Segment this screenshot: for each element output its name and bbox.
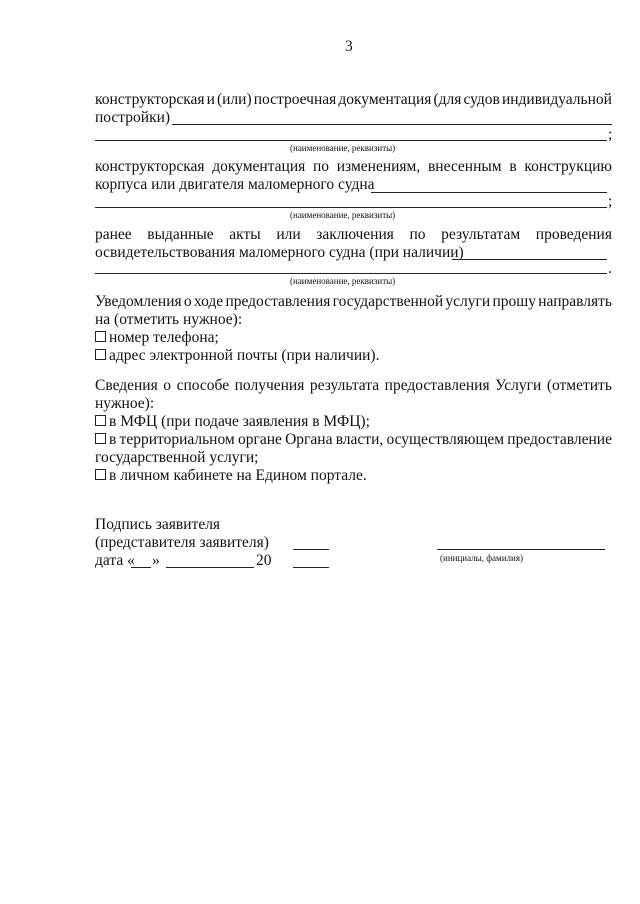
checkbox[interactable] [95,469,106,480]
option-email[interactable]: адрес электронной почты (при наличии). [95,347,379,365]
initials-line[interactable] [437,549,605,550]
section1-caption: (наименование, реквизиты) [290,143,396,153]
result-method-line2: нужное): [95,395,155,412]
section2-caption: (наименование, реквизиты) [290,210,396,220]
section2-line1: конструкторская документация по изменениям, внесенным в конструкцию [95,158,612,175]
section3-fill-line-1[interactable] [452,259,607,260]
section1-end-mark: ; [608,126,613,143]
page-number: 3 [345,38,353,55]
date-prefix: дата « [95,552,135,569]
initials-caption: (инициалы, фамилия) [440,553,523,563]
option-territorial-body-line2: государственной услуги; [95,449,259,466]
date-quote-close: » [152,552,160,569]
section2-fill-line-2[interactable] [95,207,607,208]
section1-line1: конструкторская и (или) построечная документация (для судов индивидуальной [95,91,612,108]
section3-line1: ранее выданные акты или заключения по результатам проведения [95,226,612,243]
signature-representative-label: (представителя заявителя) [95,534,269,551]
section3-fill-line-2[interactable] [95,273,607,274]
date-year-line[interactable] [293,567,329,568]
section2-line2: корпуса или двигателя маломерного судна [95,176,375,193]
checkbox[interactable] [95,433,106,444]
section1-fill-line-1[interactable] [172,124,612,125]
section2-fill-line-1[interactable] [371,192,607,193]
date-day-line[interactable] [131,567,151,568]
checkbox[interactable] [95,331,106,342]
signature-label: Подпись заявителя [95,516,221,533]
option-phone[interactable]: номер телефона; [95,329,219,347]
date-month-line[interactable] [166,567,254,568]
notifications-line1: Уведомления о ходе предоставления государственной услуги прошу направлять [95,293,612,310]
section2-end-mark: ; [608,193,613,210]
option-mfc[interactable]: в МФЦ (при подаче заявления в МФЦ); [95,413,370,431]
section3-caption: (наименование, реквизиты) [290,276,396,286]
section1-fill-line-2[interactable] [95,140,607,141]
checkbox[interactable] [95,415,106,426]
option-territorial-body[interactable]: в территориальном органе Органа власти, осуществляющем предоставление [95,431,612,449]
section3-end-mark: . [608,260,612,277]
date-year: 20 [256,552,272,569]
section3-line2: освидетельствования маломерного судна (при наличии) [95,244,464,261]
notifications-line2: на (отметить нужное): [95,311,243,328]
checkbox[interactable] [95,349,106,360]
result-method-line1: Сведения о способе получения результата предоставления Услуги (отметить [95,377,612,394]
option-personal-account[interactable]: в личном кабинете на Едином портале. [95,467,367,485]
signature-line[interactable] [293,549,329,550]
section1-line2: постройки) [95,109,171,126]
